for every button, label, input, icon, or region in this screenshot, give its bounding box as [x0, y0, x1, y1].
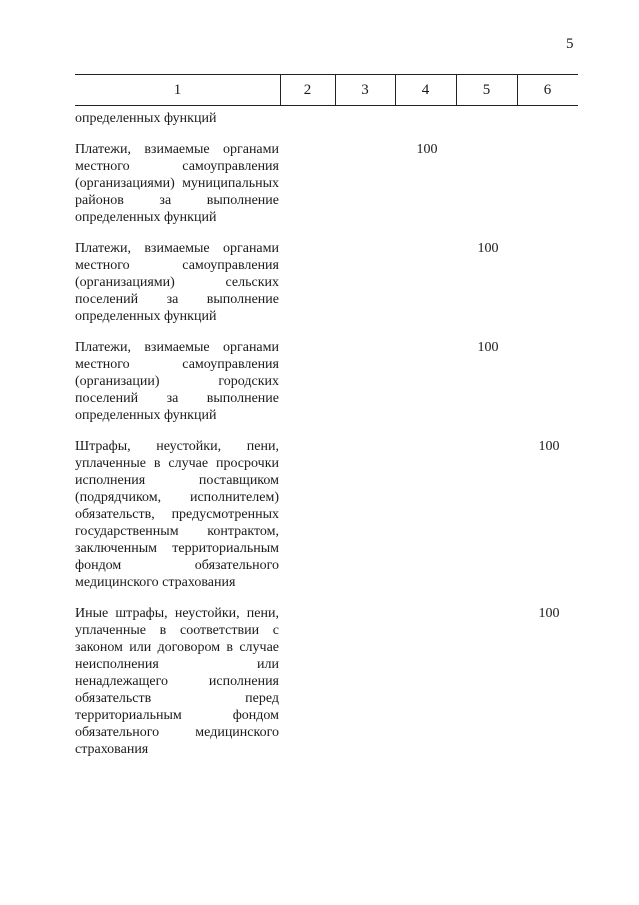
row-value: 100: [477, 241, 499, 256]
row-value: 100: [477, 340, 499, 355]
header-col-5: 5: [482, 82, 491, 98]
row-description: Платежи, взимаемые органами местного самоуправления (организациями) муниципальных районов за выполнение определенных функций: [75, 142, 279, 225]
budget-table: [75, 74, 578, 758]
header-col-6: 6: [543, 82, 552, 98]
header-col-1: 1: [173, 82, 182, 98]
row-description: определенных функций: [75, 111, 217, 126]
header-col-4: 4: [421, 82, 430, 98]
row-description: Иные штрафы, неустойки, пени, уплаченные в соответствии с законом или договором в случае неисполнения или ненадлежащего исполнения обязательств перед территориальным фондом обязательного медицинского страхования: [75, 606, 279, 757]
table-row: [75, 110, 578, 127]
row-value: 100: [538, 439, 560, 454]
row-value: 100: [416, 142, 438, 157]
table-row: [75, 605, 578, 758]
row-description: Платежи, взимаемые органами местного самоуправления (организациями) сельских поселений за выполнение определенных функций: [75, 241, 279, 324]
table-row: [75, 339, 578, 424]
page-number: 5: [566, 36, 574, 52]
table-header: [75, 74, 578, 106]
table-row: [75, 141, 578, 226]
row-description: Платежи, взимаемые органами местного самоуправления (организации) городских поселений за выполнение определенных функций: [75, 340, 279, 423]
row-value: 100: [538, 606, 560, 621]
table-row: [75, 438, 578, 591]
row-description: Штрафы, неустойки, пени, уплаченные в случае просрочки исполнения поставщиком (подрядчиком, исполнителем) обязательств, предусмотренных государственным контрактом, заключенным территориальным фондом обязательного медицинского страхования: [75, 439, 279, 590]
header-col-3: 3: [361, 82, 369, 98]
table-row: [75, 240, 578, 325]
header-col-2: 2: [303, 82, 312, 98]
